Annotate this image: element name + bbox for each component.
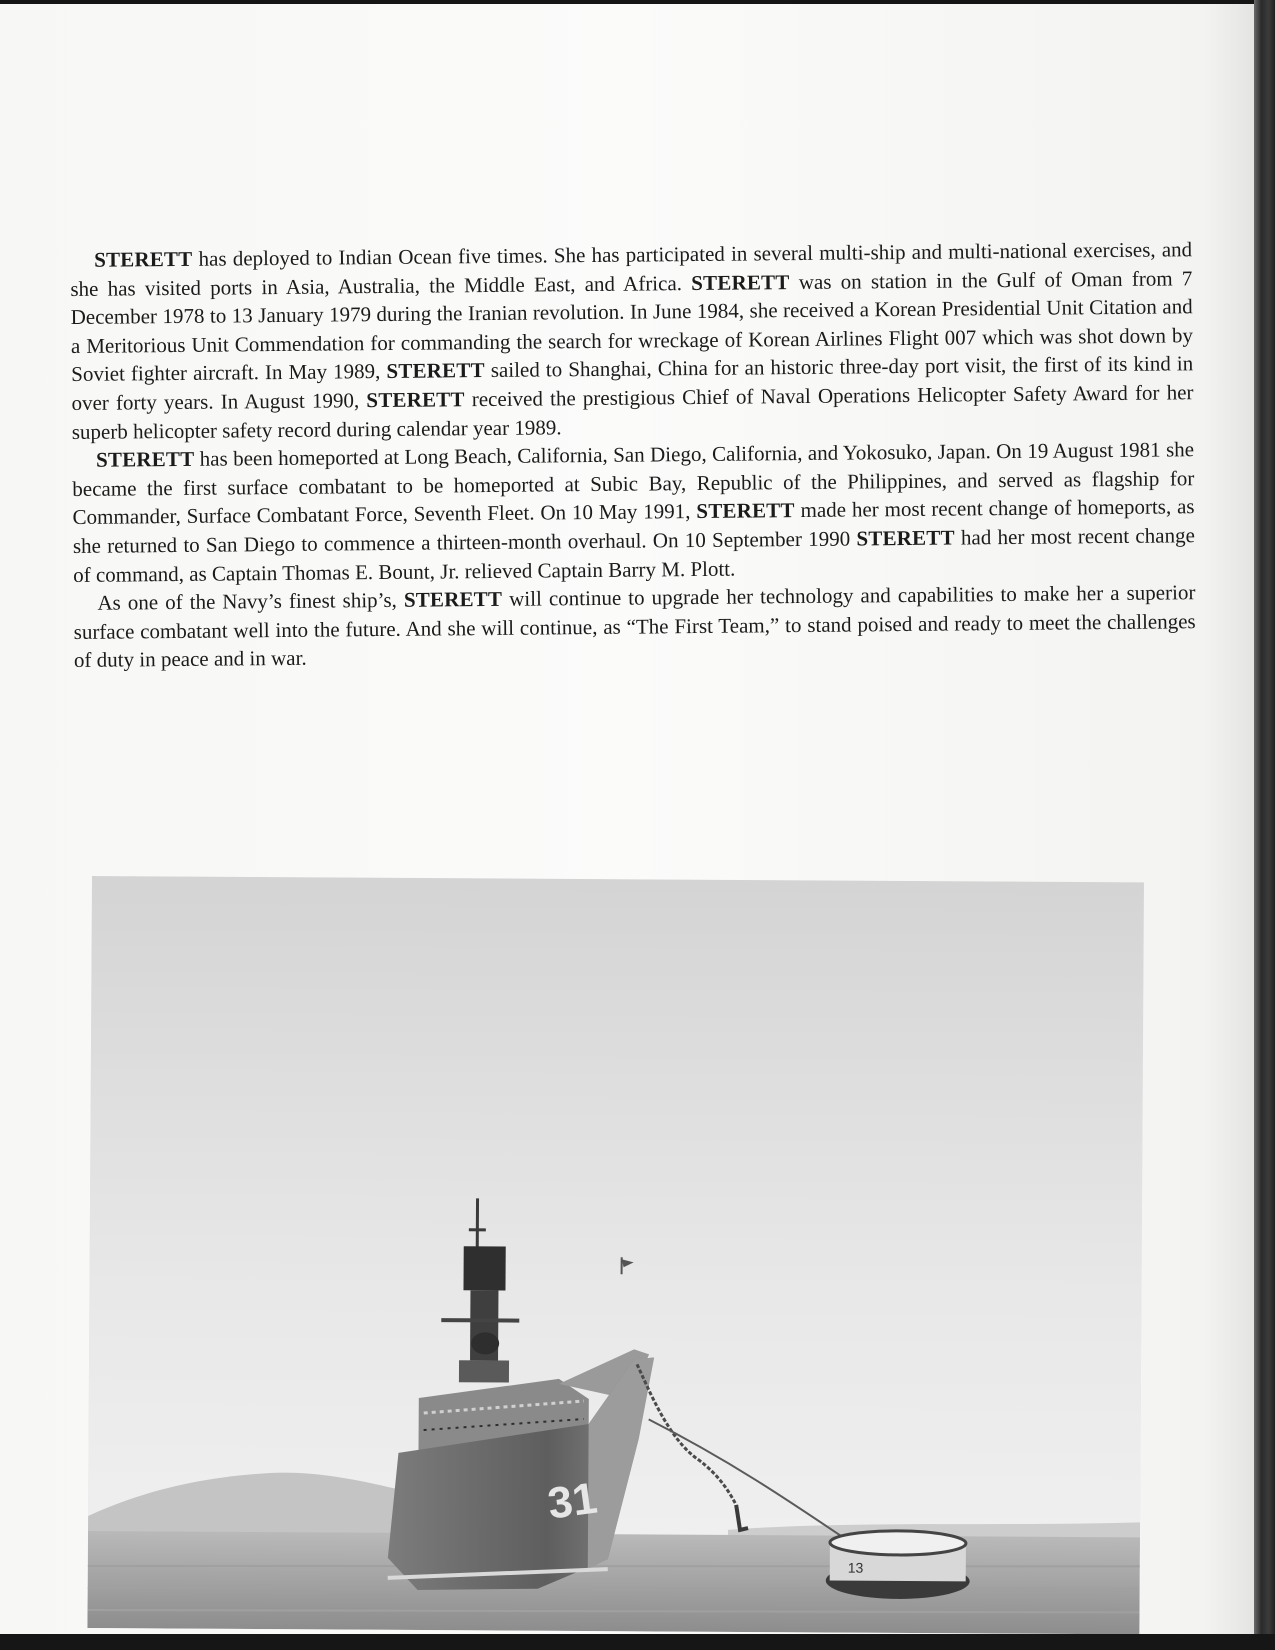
- paragraph-deployments: [70, 235, 1194, 446]
- text-run: has deployed to Indian Ocean five times. She has participated in several multi-ship and multi-national exercises, and she has visited ports in Asia, Australia, the Middle East, and Africa.: [70, 237, 1193, 301]
- page-bottom-edge: [0, 1634, 1275, 1650]
- hull-number: 31: [544, 1473, 600, 1529]
- book-binding-edge: [1254, 0, 1275, 1650]
- sea: [87, 1531, 1140, 1634]
- body-text: [70, 235, 1196, 675]
- paragraph-future: [73, 578, 1196, 675]
- ship-name: STERETT: [366, 387, 465, 413]
- paper-sheet: [0, 4, 1254, 1634]
- text-run: made her most recent change of homeports, as she returned to San Diego to commence a thirteen-month overhaul. On 10 September 1990: [72, 494, 1195, 558]
- ship-photograph: [87, 876, 1144, 1634]
- text-run: received the prestigious Chief of Naval Operations Helicopter Safety Award for her superb helicopter safety record during calendar year 1989.: [71, 380, 1194, 444]
- paragraph-homeports: [72, 435, 1195, 589]
- ship-name: STERETT: [386, 358, 485, 384]
- ship-photo-image: [87, 876, 1144, 1634]
- text-run: has been homeported at Long Beach, California, San Diego, California, and Yokosuko, Japan. On 19 August 1981 she became the first surface combatant to be homeported at Subic Bay, Republic of the Philippines, and served as flagship for Commander, Surface Combatant Force, Seventh Fleet. On 10 May 1991,: [72, 437, 1195, 530]
- ship-name: STERETT: [94, 246, 193, 272]
- text-run: had her most recent change of command, as Captain Thomas E. Bount, Jr. relieved Captain Barry M. Plott.: [73, 523, 1195, 587]
- text-run: was on station in the Gulf of Oman from 7 December 1978 to 13 January 1979 during the Iranian revolution. In June 1984, she received a Korean Presidential Unit Citation and a Meritorious Unit Commendation for commanding the search for wreckage of Korean Airlines Flight 007 which was shot down by Soviet fighter aircraft. In May 1989,: [70, 265, 1194, 387]
- ship-name: STERETT: [856, 525, 955, 551]
- ship-name: STERETT: [696, 498, 795, 524]
- text-run: will continue to upgrade her technology and capabilities to make her a superior surface combatant well into the future. And she will continue, as “The First Team,” to stand poised and ready to meet the challenges of duty in peace and in war.: [73, 580, 1196, 673]
- radar-antenna: [463, 1246, 505, 1290]
- text-run: As one of the Navy’s finest ship’s,: [97, 587, 404, 615]
- ship-name: STERETT: [691, 269, 790, 295]
- ship-name: STERETT: [95, 446, 195, 472]
- text-run: sailed to Shanghai, China for an historic three-day port visit, the first of its kind in over forty years. In August 1990,: [71, 351, 1194, 415]
- mooring-buoy: [826, 1530, 970, 1599]
- ship-name: STERETT: [403, 586, 503, 612]
- buoy-marking: 13: [847, 1559, 864, 1576]
